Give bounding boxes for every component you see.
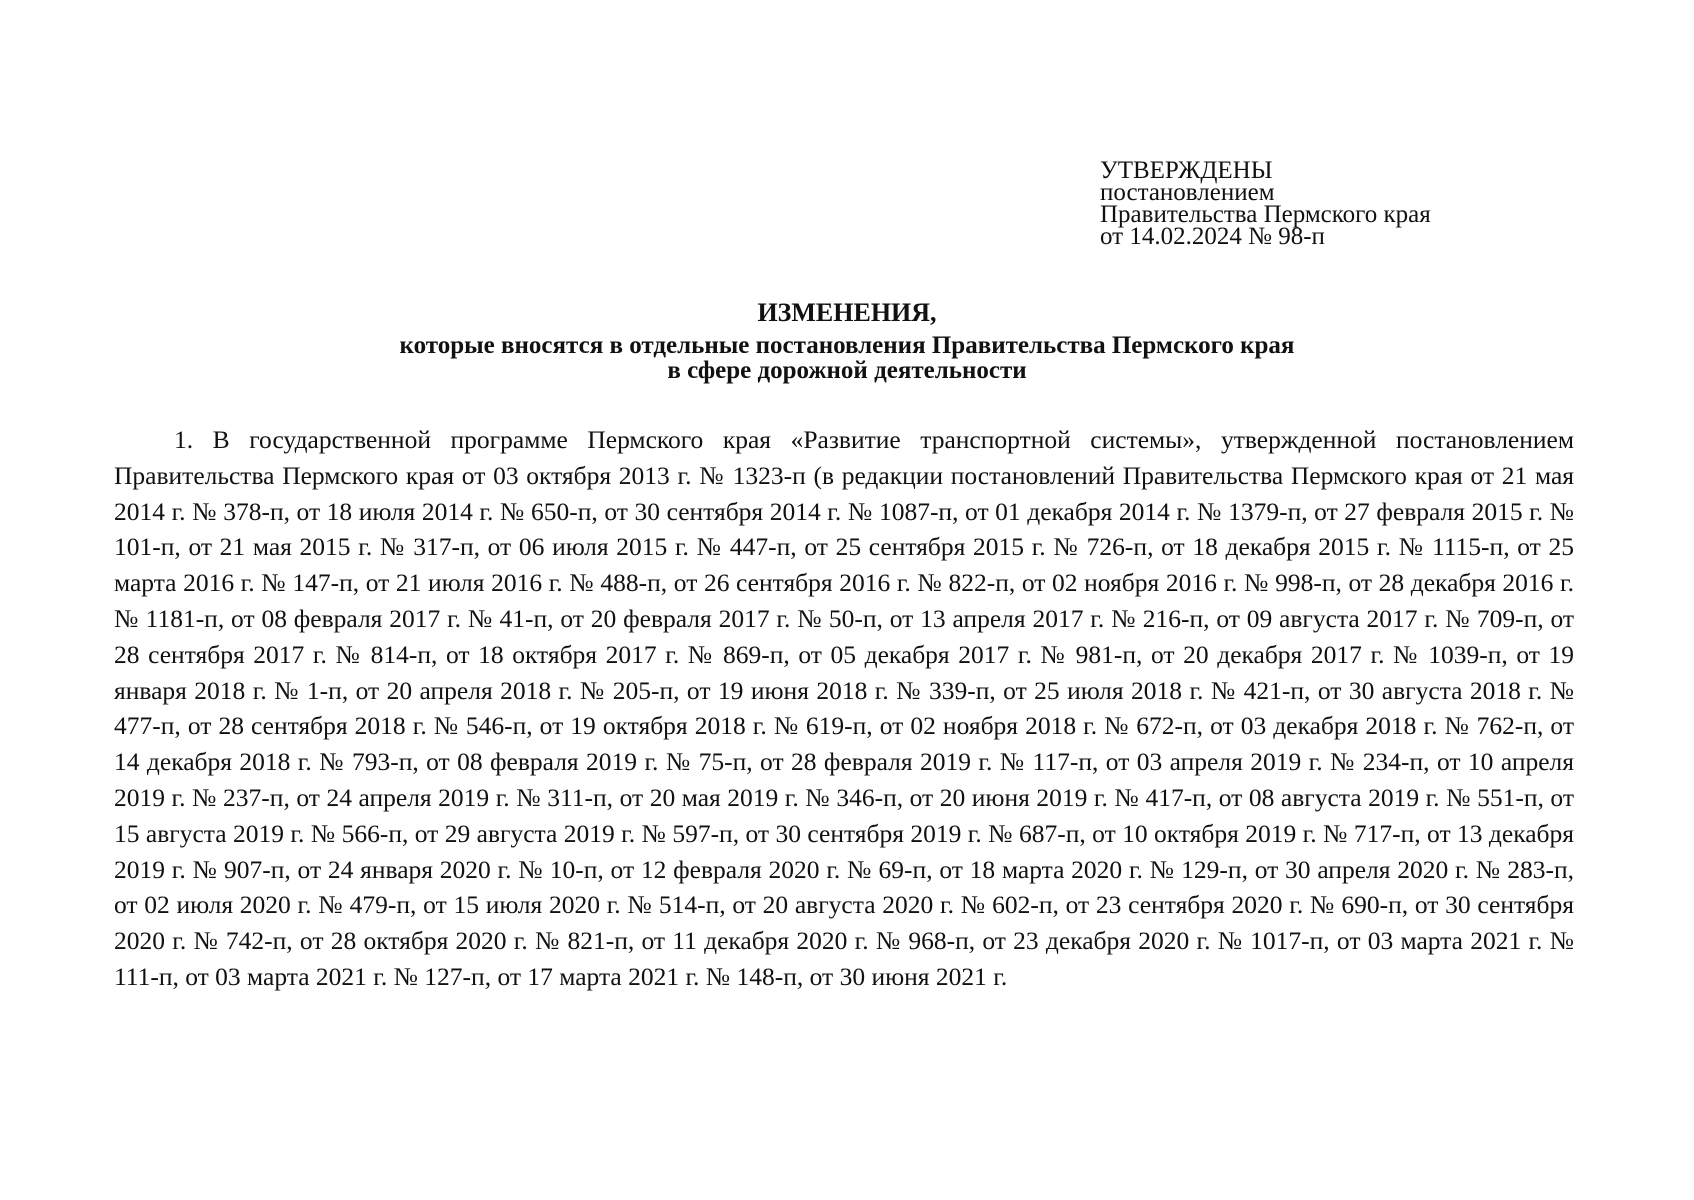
approval-line-date-number: от 14.02.2024 № 98-п (1100, 223, 1325, 250)
document-subtitle-line-2: в сфере дорожной деятельности (667, 357, 1027, 384)
approval-heading: УТВЕРЖДЕНЫ (1100, 157, 1273, 184)
approval-line-government: Правительства Пермского края (1100, 201, 1431, 228)
document-title: ИЗМЕНЕНИЯ, (757, 298, 937, 327)
document-subtitle (0, 333, 1694, 383)
document-subtitle-line-1: которые вносятся в отдельные постановления Правительства Пермского края (399, 332, 1295, 359)
approval-line-resolution: постановлением (1100, 179, 1275, 206)
body-paragraph-1: 1. В государственной программе Пермского края «Развитие транспортной системы», утвержденной постановлением Правительства Пермского края от 03 октября 2013 г. № 1323-п (в редакции постановлений Правительства Пермского края от 21 мая 2014 г. № 378-п, от 18 июля 2014 г. № 650-п, от 30 сентября 2014 г. № 1087-п, от 01 декабря 2014 г. № 1379-п, от 27 февраля 2015 г. № 101-п, от 21 мая 2015 г. № 317-п, от 06 июля 2015 г. № 447-п, от 25 сентября 2015 г. № 726-п, от 18 декабря 2015 г. № 1115-п, от 25 марта 2016 г. № 147-п, от 21 июля 2016 г. № 488-п, от 26 сентября 2016 г. № 822-п, от 02 ноября 2016 г. № 998-п, от 28 декабря 2016 г. № 1181-п, от 08 февраля 2017 г. № 41-п, от 20 февраля 2017 г. № 50-п, от 13 апреля 2017 г. № 216-п, от 09 августа 2017 г. № 709-п, от 28 сентября 2017 г. № 814-п, от 18 октября 2017 г. № 869-п, от 05 декабря 2017 г. № 981-п, от 20 декабря 2017 г. № 1039-п, от 19 января 2018 г. № 1-п, от 20 апреля 2018 г. № 205-п, от 19 июня 2018 г. № 339-п, от 25 июля 2018 г. № 421-п, от 30 августа 2018 г. № 477-п, от 28 сентября 2018 г. № 546-п, от 19 октября 2018 г. № 619-п, от 02 ноября 2018 г. № 672-п, от 03 декабря 2018 г. № 762-п, от 14 декабря 2018 г. № 793-п, от 08 февраля 2019 г. № 75-п, от 28 февраля 2019 г. № 117-п, от 03 апреля 2019 г. № 234-п, от 10 апреля 2019 г. № 237-п, от 24 апреля 2019 г. № 311-п, от 20 мая 2019 г. № 346-п, от 20 июня 2019 г. № 417-п, от 08 августа 2019 г. № 551-п, от 15 августа 2019 г. № 566-п, от 29 августа 2019 г. № 597-п, от 30 сентября 2019 г. № 687-п, от 10 октября 2019 г. № 717-п, от 13 декабря 2019 г. № 907-п, от 24 января 2020 г. № 10-п, от 12 февраля 2020 г. № 69-п, от 18 марта 2020 г. № 129-п, от 30 апреля 2020 г. № 283-п, от 02 июля 2020 г. № 479-п, от 15 июля 2020 г. № 514-п, от 20 августа 2020 г. № 602-п, от 23 сентября 2020 г. № 690-п, от 30 сентября 2020 г. № 742-п, от 28 октября 2020 г. № 821-п, от 11 декабря 2020 г. № 968-п, от 23 декабря 2020 г. № 1017-п, от 03 марта 2021 г. № 111-п, от 03 марта 2021 г. № 127-п, от 17 марта 2021 г. № 148-п, от 30 июня 2021 г. (114, 425, 1574, 991)
approval-stamp-block (1100, 157, 1560, 250)
